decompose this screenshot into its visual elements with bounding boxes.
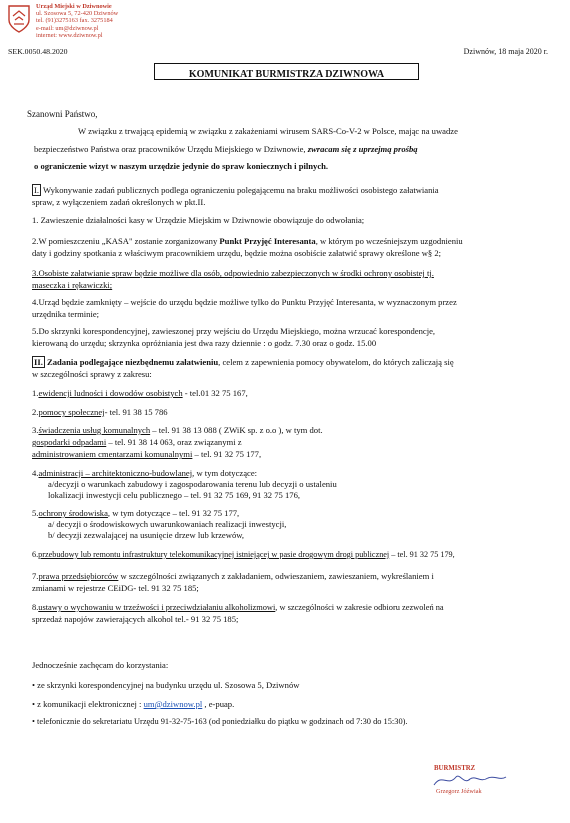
email-link[interactable]: um@dziwnow.pl (143, 699, 203, 709)
section-1-line-2: spraw, z wyłączeniem zadań określonych w pkt.II. (32, 197, 206, 207)
section-1-item-3: 3.Osobiste załatwianie spraw będzie możliwe dla osób, odpowiednio zabezpieczonych w środki ochrony osobistej tj. (32, 268, 434, 278)
section-2-item-3-cont-1: gospodarki odpadami – tel. 91 38 14 063, oraz związanymi z (32, 437, 242, 447)
section-2-item-5-cont-1: a/ decyzji o środowiskowych uwarunkowaniach realizacji inwestycji, (48, 519, 287, 529)
handwritten-signature-icon (430, 771, 510, 789)
greeting: Szanowni Państwo, (27, 109, 98, 119)
section-1-line-1: I. Wykonywanie zadań publicznych podlega ograniczeniu polegającemu na braku możliwości osobistego załatwiania (34, 185, 439, 195)
section-2-item-7-cont: zmianami w rejestrze CEiDG- tel. 91 32 75 185; (32, 583, 199, 593)
section-2-item-5-cont-2: b/ decyzji zezwalającej na usunięcie drzew lub krzewów, (48, 530, 245, 540)
section-2-item-3-cont-2: administrowaniem cmentarzami komunalnymi – tel. 91 32 75 177, (32, 449, 262, 459)
stamp-line-2: ul. Szosowa 5, 72-420 Dziwnów (36, 10, 119, 18)
section-1-item-1: 1. Zawieszenie działalności kasy w Urzędzie Miejskim w Dziwnowie obowiązuje do odwołania; (32, 215, 365, 225)
section-1-item-4: 4.Urząd będzie zamknięty – wejście do urzędu będzie możliwe tylko do Punktu Przyjęć Interesanta, w wyznaczonym przez (32, 297, 457, 307)
section-2-item-4-cont-1: a/decyzji o warunkach zabudowy i zagospodarowania terenu lub decyzji o ustaleniu (48, 479, 337, 489)
signature-title: BURMISTRZ (434, 765, 476, 772)
reference-number: SEK.0050.48.2020 (8, 47, 68, 56)
section-2-item-8: 8.ustawy o wychowaniu w trzeźwości i przeciwdziałaniu alkoholizmowi, w szczególności w zakresie odbioru zezwoleń na (32, 603, 444, 612)
contact-bullet-phone: • telefonicznie do sekretariatu Urzędu 91-32-75-163 (od poniedziałku do piątku w godzinach od 7:30 do 15:30). (32, 717, 408, 726)
title-box (154, 63, 419, 80)
coat-of-arms-icon (6, 4, 32, 34)
encourage-text: Jednocześnie zachęcam do korzystania: (32, 660, 169, 670)
section-1-item-5: 5.Do skrzynki korespondencyjnej, zawieszonej przy wejściu do Urzędu Miejskiego, można wrzucać korespondencje, (32, 326, 436, 336)
section-1-item-2-cont: daty i godziny spotkania z właściwym pracownikiem urzędu, będzie można osobiście załatwić sprawy określone w§ 2; (32, 248, 442, 258)
contact-bullet-mailbox: • ze skrzynki korespondencyjnej na budynku urzędu ul. Szosowa 5, Dziwnów (32, 680, 300, 690)
section-2-item-1: 1.ewidencji ludności i dowodów osobistych - tel.01 32 75 167, (32, 388, 248, 398)
document-date: Dziwnów, 18 maja 2020 r. (463, 47, 548, 56)
section-1-item-2: 2.W pomieszczeniu „KASA" zostanie zorganizowany Punkt Przyjęć Interesanta, w którym po wcześniejszym uzgodnieniu (32, 236, 463, 246)
section-2-line-1: II. Zadania podlegające niezbędnemu załatwieniu, celem z zapewnienia pomocy obywatelom, do których zaliczają się (34, 357, 454, 367)
section-1-item-5-cont: kierowaną do urzędu; skrzynka opróżniania jest dwa razy dziennie : o godz. 7.30 oraz o godz. 15.00 (32, 338, 377, 348)
section-2-number: II. (34, 357, 43, 367)
section-1-item-4-cont: urzędnika terminie; (32, 309, 100, 319)
stamp-line-3: tel. (91)3275163 fax. 3275184 (36, 17, 113, 25)
office-stamp (6, 2, 128, 46)
stamp-line-1: Urząd Miejski w Dziwnowie (36, 3, 112, 10)
section-1-number: I. (34, 185, 40, 195)
section-1-item-3-cont: maseczka i rękawiczki; (32, 280, 113, 290)
section-2-item-4-cont-2: lokalizacji inwestycji celu publicznego – tel. 91 32 75 169, 91 32 75 176, (48, 490, 301, 500)
page-title: KOMUNIKAT BURMISTRZA DZIWNOWA (188, 69, 385, 80)
stamp-line-4: e-mail: um@dziwnow.pl (36, 24, 99, 32)
section-2-item-2: 2.pomocy społecznej- tel. 91 38 15 786 (32, 407, 168, 417)
section-2-item-6: 6.przebudowy lub remontu infrastruktury telekomunikacyjnej istniejącej w pasie drogowym drogi publicznej – tel. 91 32 75 179, (32, 550, 455, 559)
contact-bullet-email: • z komunikacji elektronicznej : um@dziwnow.pl , e-puap. (32, 699, 235, 709)
signature-name: Grzegorz Jóźwiak (436, 788, 482, 795)
section-2-item-5: 5.ochrony środowiska, w tym dotyczące – tel. 91 32 75 177, (32, 508, 240, 518)
intro-line-3: o ograniczenie wizyt w naszym urzędzie jedynie do spraw koniecznych i pilnych. (34, 161, 329, 171)
intro-line-2: bezpieczeństwo Państwa oraz pracowników Urzędu Miejskiego w Dziwnowie, zwracam się z uprzejmą prośbą (34, 144, 418, 154)
intro-line-1: W związku z trwającą epidemią w związku z zakażeniami wirusem SARS-Co-V-2 w Polsce, mając na uwadze (78, 126, 458, 136)
section-2-item-3: 3.świadczenia usług komunalnych – tel. 91 38 13 088 ( ZWiK sp. z o.o ), w tym dot. (32, 425, 323, 435)
signature-stamp (428, 765, 518, 799)
stamp-line-5: internet: www.dziwnow.pl (36, 31, 103, 39)
section-2-item-4: 4.administracji – architektoniczno-budowlanej, w tym dotyczące: (32, 468, 258, 478)
section-2-line-2: w szczególności sprawy z zakresu: (32, 369, 152, 379)
section-2-item-8-cont: sprzedaż napojów zawierających alkohol tel.- 91 32 75 185; (32, 614, 239, 624)
section-2-item-7: 7.prawa przedsiębiorców w szczególności związanych z zakładaniem, odwieszaniem, zawieszaniem, wykreślaniem i (32, 571, 434, 581)
